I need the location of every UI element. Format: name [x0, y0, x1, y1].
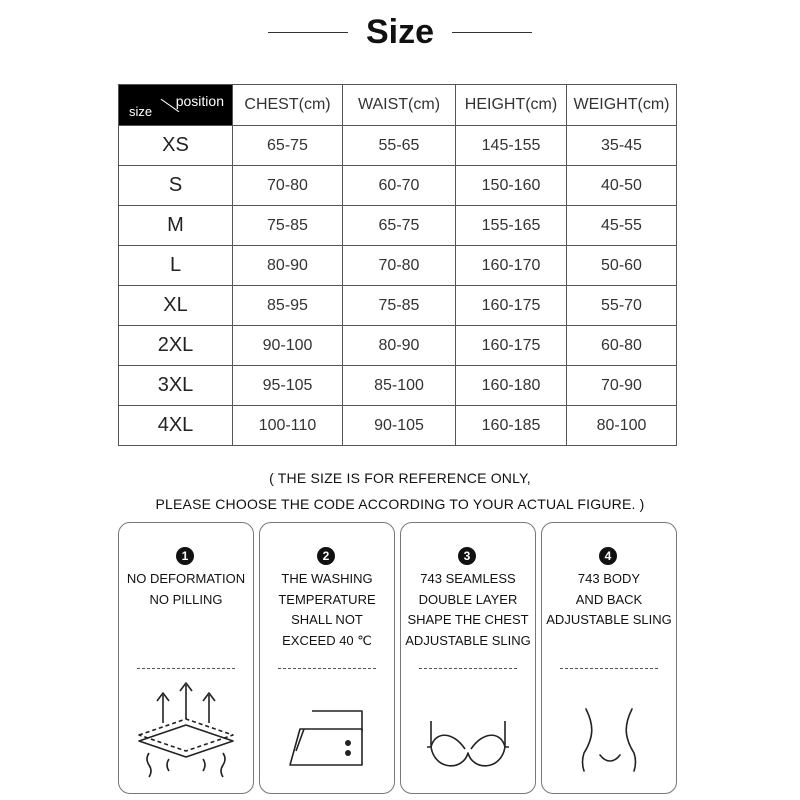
size-cell: 3XL — [119, 366, 233, 406]
feature-text-line: 743 BODY — [577, 571, 641, 586]
feature-card-3 — [400, 522, 536, 794]
table-header-row — [119, 85, 677, 126]
waist-cell: 55-65 — [343, 126, 456, 166]
feature-text — [401, 569, 535, 651]
weight-cell: 45-55 — [567, 206, 677, 246]
weight-cell: 55-70 — [567, 286, 677, 326]
chest-cell: 90-100 — [233, 326, 343, 366]
size-cell: 2XL — [119, 326, 233, 366]
weight-cell: 35-45 — [567, 126, 677, 166]
feature-card-2 — [259, 522, 395, 794]
size-cell: XS — [119, 126, 233, 166]
iron-icon — [260, 673, 394, 783]
waist-cell: 90-105 — [343, 406, 456, 446]
waist-cell: 80-90 — [343, 326, 456, 366]
height-cell: 160-180 — [456, 366, 567, 406]
column-header-waist: WAIST(cm) — [343, 85, 456, 126]
feature-text-line: EXCEED 40 ℃ — [282, 632, 372, 648]
height-cell: 160-170 — [456, 246, 567, 286]
table-row — [119, 406, 677, 446]
height-cell: 145-155 — [456, 126, 567, 166]
dashed-divider — [560, 668, 658, 669]
feature-text-line: SHAPE THE CHEST — [407, 612, 529, 627]
waist-cell: 75-85 — [343, 286, 456, 326]
feature-number-badge: 4 — [599, 547, 617, 565]
chest-cell: 70-80 — [233, 166, 343, 206]
chest-cell: 100-110 — [233, 406, 343, 446]
size-cell: S — [119, 166, 233, 206]
feature-text-line: ADJUSTABLE SLING — [546, 612, 672, 627]
table-row — [119, 366, 677, 406]
table-row — [119, 326, 677, 366]
weight-cell: 60-80 — [567, 326, 677, 366]
bra-icon — [401, 673, 535, 783]
size-table — [118, 84, 677, 446]
corner-size-label: size — [129, 104, 153, 119]
feature-text-line: NO PILLING — [149, 591, 223, 607]
dashed-divider — [419, 668, 517, 669]
weight-cell: 50-60 — [567, 246, 677, 286]
feature-text-line: TEMPERATURE — [278, 591, 376, 607]
table-row — [119, 126, 677, 166]
column-header-chest: CHEST(cm) — [233, 85, 343, 126]
size-cell: M — [119, 206, 233, 246]
feature-number-badge: 1 — [176, 547, 194, 565]
page-title: Size — [365, 12, 435, 51]
feature-number-badge: 3 — [458, 547, 476, 565]
feature-text — [260, 569, 394, 651]
waist-cell: 65-75 — [343, 206, 456, 246]
feature-text-line: DOUBLE LAYER — [418, 591, 518, 607]
breathable-layers-icon — [119, 673, 253, 783]
title-row — [0, 10, 800, 54]
chest-cell: 75-85 — [233, 206, 343, 246]
height-cell: 160-185 — [456, 406, 567, 446]
dashed-divider — [137, 668, 235, 669]
height-cell: 155-165 — [456, 206, 567, 246]
feature-card-1 — [118, 522, 254, 794]
feature-number-badge: 2 — [317, 547, 335, 565]
title-right-line — [452, 32, 532, 33]
waist-cell: 70-80 — [343, 246, 456, 286]
weight-cell: 80-100 — [567, 406, 677, 446]
chest-cell: 65-75 — [233, 126, 343, 166]
table-corner-cell — [119, 85, 233, 126]
feature-text — [542, 569, 676, 631]
chest-cell: 80-90 — [233, 246, 343, 286]
height-cell: 150-160 — [456, 166, 567, 206]
size-cell: L — [119, 246, 233, 286]
feature-text-line: SHALL NOT — [291, 612, 363, 627]
feature-text — [119, 569, 253, 610]
table-row — [119, 166, 677, 206]
title-left-line — [268, 32, 348, 33]
reference-note-line-2: PLEASE CHOOSE THE CODE ACCORDING TO YOUR ACTUAL FIGURE. ) — [155, 496, 645, 512]
body-waist-icon — [542, 673, 676, 783]
height-cell: 160-175 — [456, 286, 567, 326]
waist-cell: 60-70 — [343, 166, 456, 206]
feature-text-line: ADJUSTABLE SLING — [405, 632, 531, 648]
table-row — [119, 206, 677, 246]
feature-card-4 — [541, 522, 677, 794]
feature-text-line: AND BACK — [575, 591, 643, 607]
height-cell: 160-175 — [456, 326, 567, 366]
reference-note-line-1: ( THE SIZE IS FOR REFERENCE ONLY, — [269, 470, 531, 486]
size-cell: 4XL — [119, 406, 233, 446]
corner-position-label: position — [175, 93, 224, 109]
column-header-weight: WEIGHT(cm) — [567, 85, 677, 126]
feature-text-line: NO DEFORMATION — [126, 571, 246, 586]
size-cell: XL — [119, 286, 233, 326]
table-row — [119, 246, 677, 286]
dashed-divider — [278, 668, 376, 669]
waist-cell: 85-100 — [343, 366, 456, 406]
weight-cell: 40-50 — [567, 166, 677, 206]
chest-cell: 95-105 — [233, 366, 343, 406]
column-header-height: HEIGHT(cm) — [456, 85, 567, 126]
weight-cell: 70-90 — [567, 366, 677, 406]
feature-text-line: THE WASHING — [281, 571, 373, 586]
feature-text-line: 743 SEAMLESS — [420, 571, 516, 586]
table-row — [119, 286, 677, 326]
chest-cell: 85-95 — [233, 286, 343, 326]
